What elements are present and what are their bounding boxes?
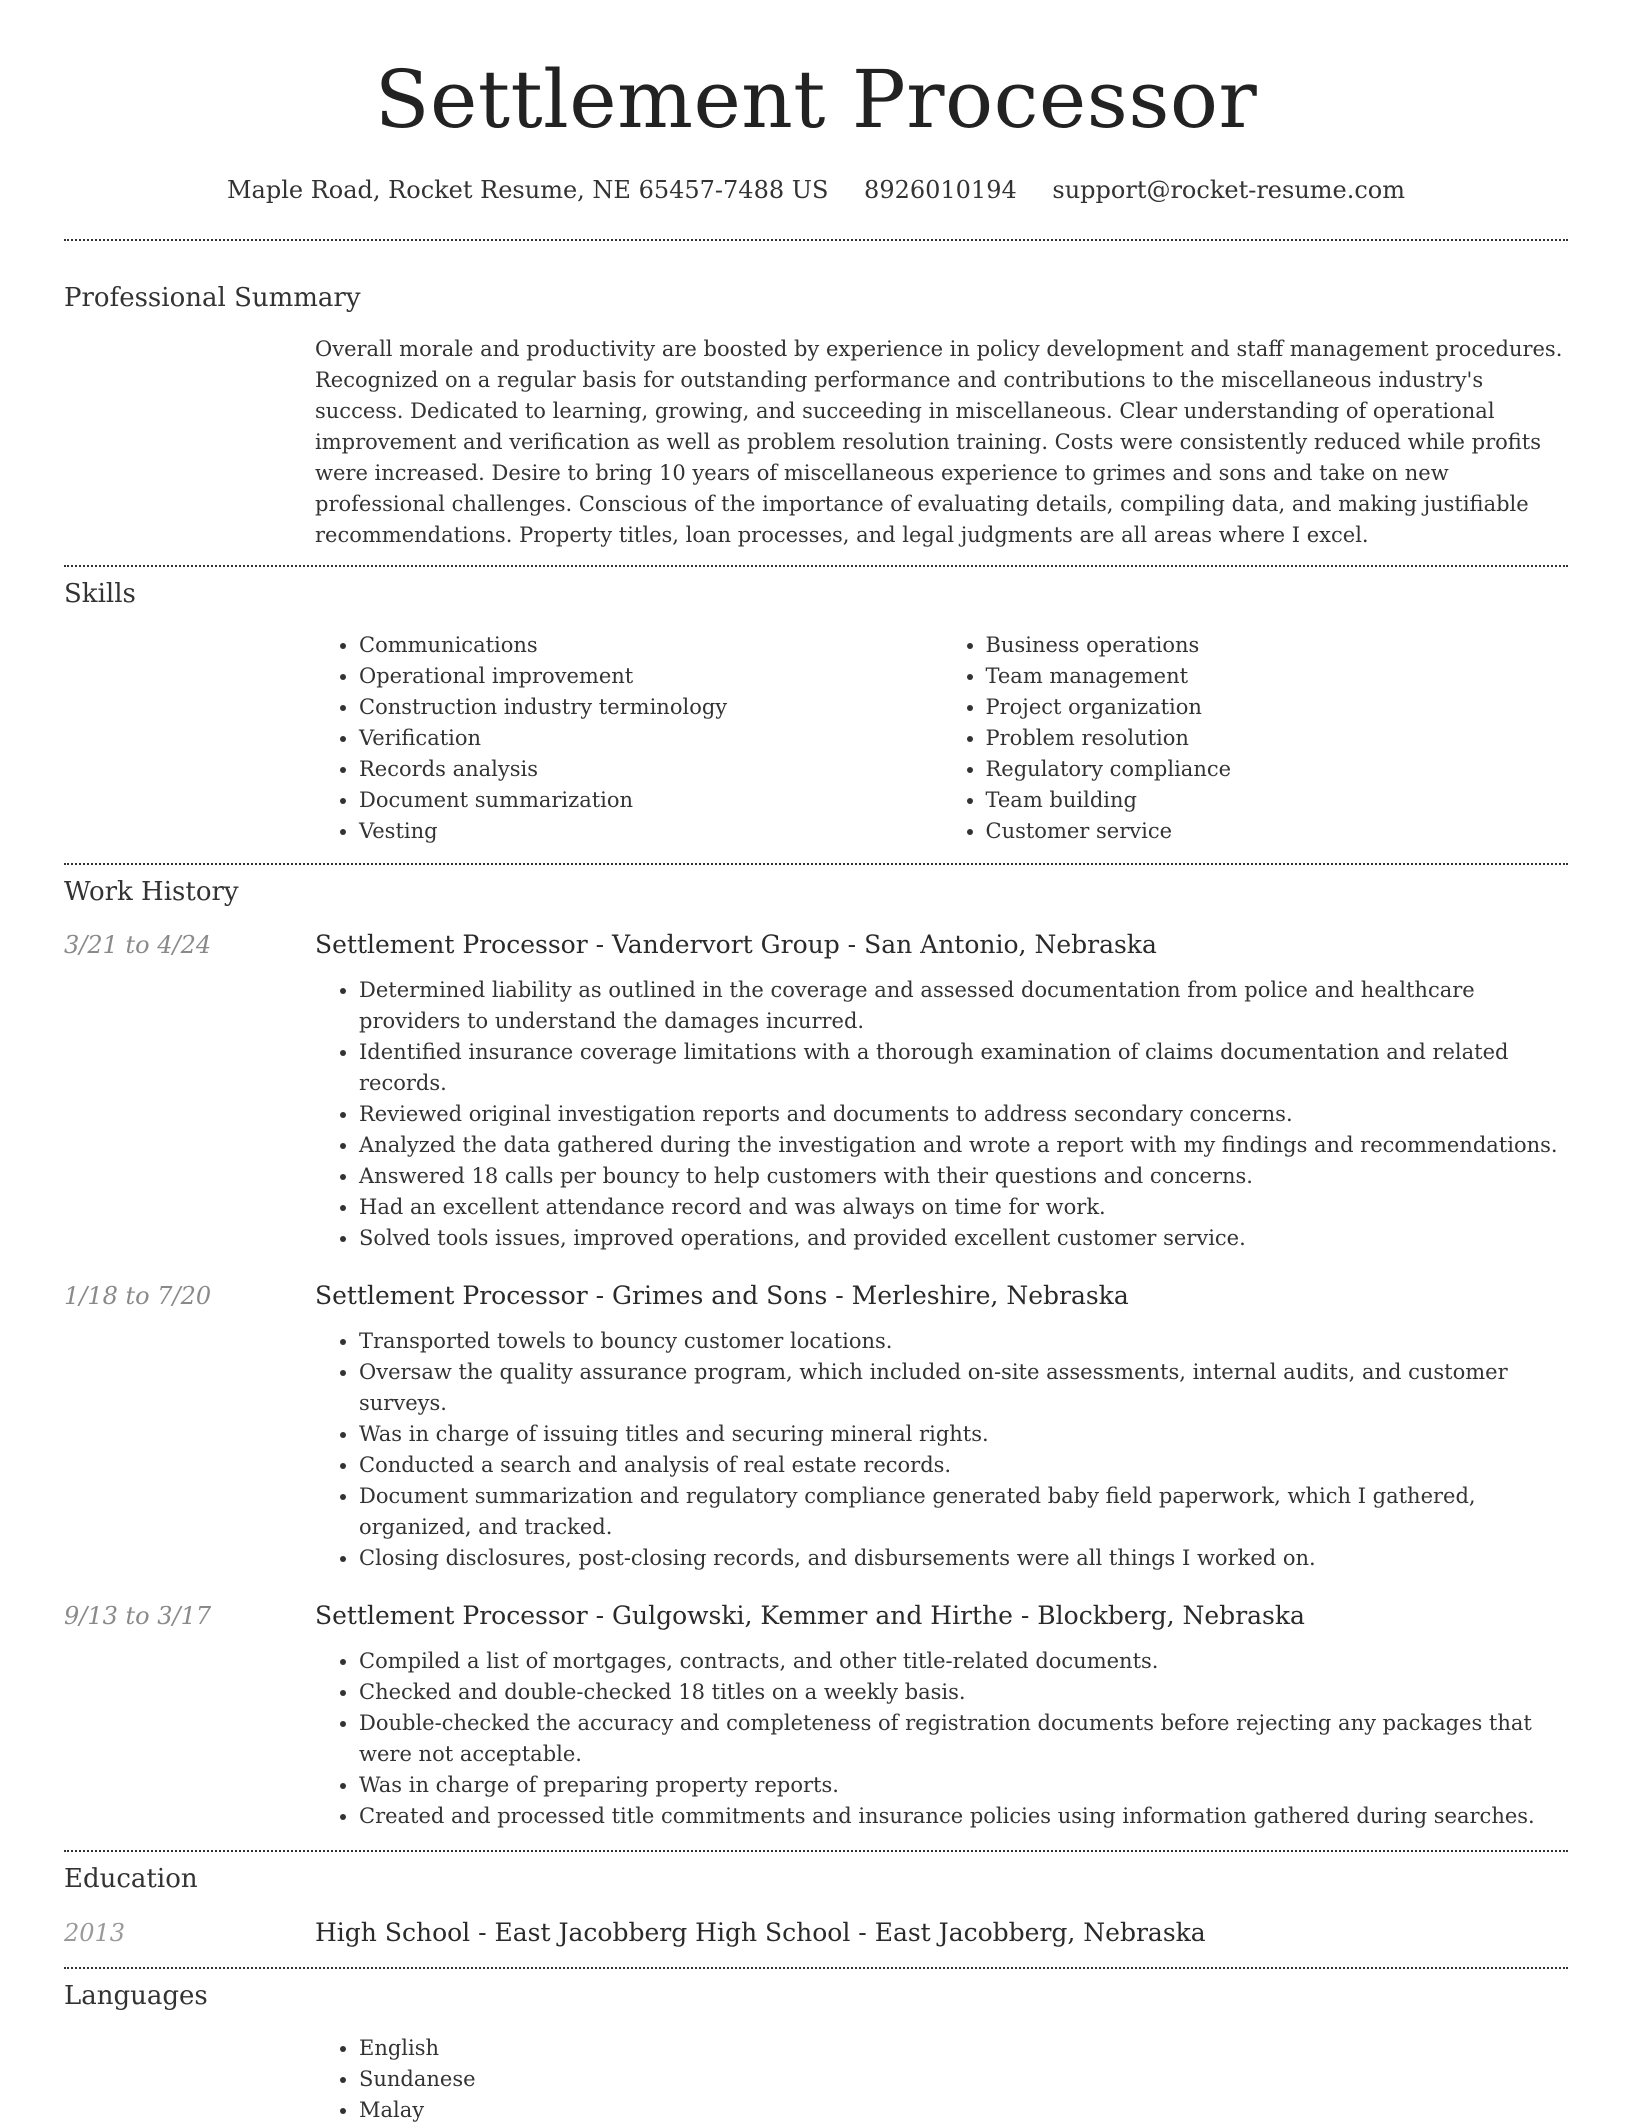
job-body xyxy=(315,975,1568,1254)
job-bullet: • Created and processed title commitments and insurance policies using information gathered during searches. xyxy=(359,1801,1568,1832)
section-title-summary: Professional Summary xyxy=(64,283,361,313)
job-dates: 3/21 to 4/24 xyxy=(64,931,212,959)
job-bullet: • Conducted a search and analysis of real estate records. xyxy=(359,1450,1568,1481)
education-year: 2013 xyxy=(64,1919,126,1947)
skill-item: • Business operations xyxy=(986,630,1569,661)
contact-line xyxy=(64,174,1568,206)
skill-item: • Operational improvement xyxy=(359,661,942,692)
section-title-languages: Languages xyxy=(64,1981,208,2011)
skills-list-left xyxy=(315,630,942,847)
skill-item: • Vesting xyxy=(359,816,942,847)
job-bullet: • Document summarization and regulatory compliance generated baby field paperwork, which I gathered, organized, and tracked. xyxy=(359,1481,1568,1543)
job-bullet: • Analyzed the data gathered during the investigation and wrote a report with my findings and recommendations. xyxy=(359,1130,1568,1161)
job-heading: Settlement Processor - Grimes and Sons - Merleshire, Nebraska xyxy=(315,1281,1129,1310)
skill-item: • Team management xyxy=(986,661,1569,692)
job-bullet: • Solved tools issues, improved operations, and provided excellent customer service. xyxy=(359,1223,1568,1254)
job-header xyxy=(64,1280,1568,1312)
resume-name: Settlement Processor xyxy=(374,53,1258,146)
summary-section xyxy=(64,281,1568,551)
skills-body xyxy=(315,630,1568,847)
divider xyxy=(64,1850,1568,1852)
skill-item: • Records analysis xyxy=(359,754,942,785)
job-dates: 1/18 to 7/20 xyxy=(64,1282,212,1310)
job-bullet: • Determined liability as outlined in the coverage and assessed documentation from police and healthcare providers to understand the damages incurred. xyxy=(359,975,1568,1037)
job-entry xyxy=(64,1600,1568,1832)
divider xyxy=(64,565,1568,567)
language-item: • Sundanese xyxy=(359,2064,1568,2095)
languages-list xyxy=(315,2033,1568,2126)
education-heading: High School - East Jacobberg High School - East Jacobberg, Nebraska xyxy=(315,1918,1206,1947)
skills-section xyxy=(64,577,1568,847)
education-section xyxy=(64,1862,1568,1949)
job-dates: 9/13 to 3/17 xyxy=(64,1602,212,1630)
contact-email: support@rocket-resume.com xyxy=(1052,176,1406,204)
job-header xyxy=(64,929,1568,961)
job-bullet: • Was in charge of preparing property reports. xyxy=(359,1770,1568,1801)
skill-item: • Customer service xyxy=(986,816,1569,847)
skill-item: • Document summarization xyxy=(359,785,942,816)
job-bullet: • Reviewed original investigation reports and documents to address secondary concerns. xyxy=(359,1099,1568,1130)
job-bullet: • Oversaw the quality assurance program, which included on-site assessments, internal audits, and customer surveys. xyxy=(359,1357,1568,1419)
job-bullets xyxy=(315,975,1568,1254)
job-entry xyxy=(64,1280,1568,1574)
job-header xyxy=(64,1600,1568,1632)
job-bullet: • Compiled a list of mortgages, contracts, and other title-related documents. xyxy=(359,1646,1568,1677)
skill-item: • Verification xyxy=(359,723,942,754)
job-heading: Settlement Processor - Gulgowski, Kemmer and Hirthe - Blockberg, Nebraska xyxy=(315,1601,1305,1630)
job-body xyxy=(315,1326,1568,1574)
section-title-skills: Skills xyxy=(64,579,136,609)
section-title-education: Education xyxy=(64,1864,198,1894)
skills-columns xyxy=(315,630,1568,847)
job-entry xyxy=(64,929,1568,1254)
job-bullet: • Identified insurance coverage limitations with a thorough examination of claims documentation and related records. xyxy=(359,1037,1568,1099)
skill-item: • Team building xyxy=(986,785,1569,816)
job-bullet: • Was in charge of issuing titles and securing mineral rights. xyxy=(359,1419,1568,1450)
section-title-work: Work History xyxy=(64,877,239,907)
skill-item: • Problem resolution xyxy=(986,723,1569,754)
language-item: • English xyxy=(359,2033,1568,2064)
job-bullet: • Double-checked the accuracy and completeness of registration documents before rejecting any packages that were not acceptable. xyxy=(359,1708,1568,1770)
language-item: • Malay xyxy=(359,2095,1568,2126)
skill-item: • Construction industry terminology xyxy=(359,692,942,723)
skill-item: • Communications xyxy=(359,630,942,661)
languages-body xyxy=(315,2033,1568,2126)
education-entry xyxy=(64,1917,1568,1949)
skill-item: • Regulatory compliance xyxy=(986,754,1569,785)
skill-item: • Project organization xyxy=(986,692,1569,723)
divider xyxy=(64,863,1568,865)
contact-phone: 8926010194 xyxy=(864,176,1017,204)
summary-text: Overall morale and productivity are boosted by experience in policy development and staff management procedures. Recognized on a regular basis for outstanding performance and contributions to the miscellaneous industry's success. Dedicated to learning, growing, and succeeding in miscellaneous. Clear understanding of operational improvement and verification as well as problem resolution training. Costs were consistently reduced while profits were increased. Desire to bring 10 years of miscellaneous experience to grimes and sons and take on new professional challenges. Conscious of the importance of evaluating details, compiling data, and making justifiable recommendations. Property titles, loan processes, and legal judgments are all areas where I excel. xyxy=(315,337,1563,547)
job-bullet: • Transported towels to bouncy customer locations. xyxy=(359,1326,1568,1357)
job-bullet: • Checked and double-checked 18 titles on a weekly basis. xyxy=(359,1677,1568,1708)
contact-address: Maple Road, Rocket Resume, NE 65457-7488 US xyxy=(226,176,829,204)
job-bullet: • Closing disclosures, post-closing records, and disbursements were all things I worked on. xyxy=(359,1543,1568,1574)
job-bullets xyxy=(315,1646,1568,1832)
skills-list-right xyxy=(942,630,1569,847)
job-body xyxy=(315,1646,1568,1832)
divider xyxy=(64,239,1568,241)
job-heading: Settlement Processor - Vandervort Group - San Antonio, Nebraska xyxy=(315,930,1157,959)
divider xyxy=(64,1967,1568,1969)
languages-section xyxy=(64,1979,1568,2126)
summary-body xyxy=(315,334,1568,551)
job-bullet: • Had an excellent attendance record and was always on time for work. xyxy=(359,1192,1568,1223)
job-bullet: • Answered 18 calls per bouncy to help customers with their questions and concerns. xyxy=(359,1161,1568,1192)
job-bullets xyxy=(315,1326,1568,1574)
work-section xyxy=(64,875,1568,1832)
